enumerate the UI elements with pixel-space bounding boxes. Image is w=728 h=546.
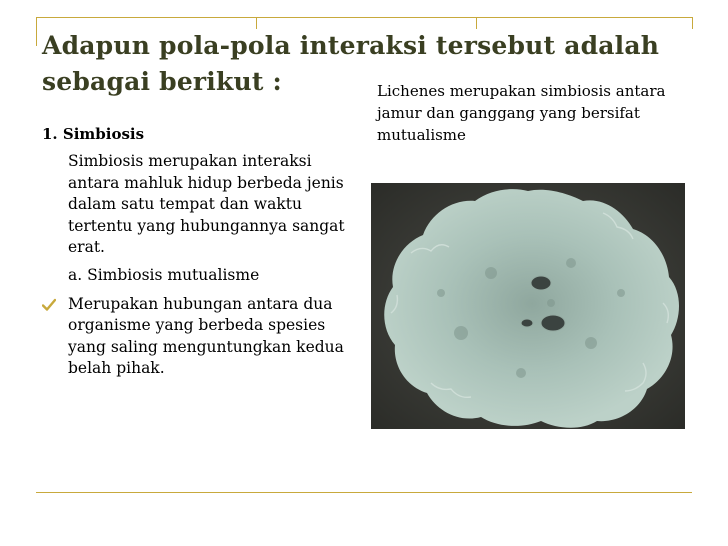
frame-left-tick: [36, 17, 37, 46]
bullet-item: [42, 294, 352, 380]
bullet-text: Merupakan hubungan antara dua organisme yang berbeda spesies yang saling menguntungkan kedua belah pihak.: [68, 294, 344, 377]
photo-caption: Lichenes merupakan simbiosis antara jamur dan ganggang yang bersifat mutualisme: [377, 82, 666, 144]
checkmark-icon: [42, 297, 56, 311]
frame-bottom-line: [36, 492, 692, 493]
sub-heading: a. Simbiosis mutualisme: [68, 265, 260, 284]
lichen-photo: [371, 183, 685, 429]
section-heading: 1. Simbiosis: [42, 125, 145, 143]
frame-tick: [692, 17, 693, 29]
definition-text: Simbiosis merupakan interaksi antara mahluk hidup berbeda jenis dalam satu tempat dan waktu tertentu yang hubungannya sangat erat.: [68, 152, 345, 256]
slide-title: Adapun pola-pola interaksi tersebut adalah sebagai berikut :: [42, 31, 660, 96]
content-column: [42, 124, 352, 380]
frame-top-line: [36, 17, 692, 18]
